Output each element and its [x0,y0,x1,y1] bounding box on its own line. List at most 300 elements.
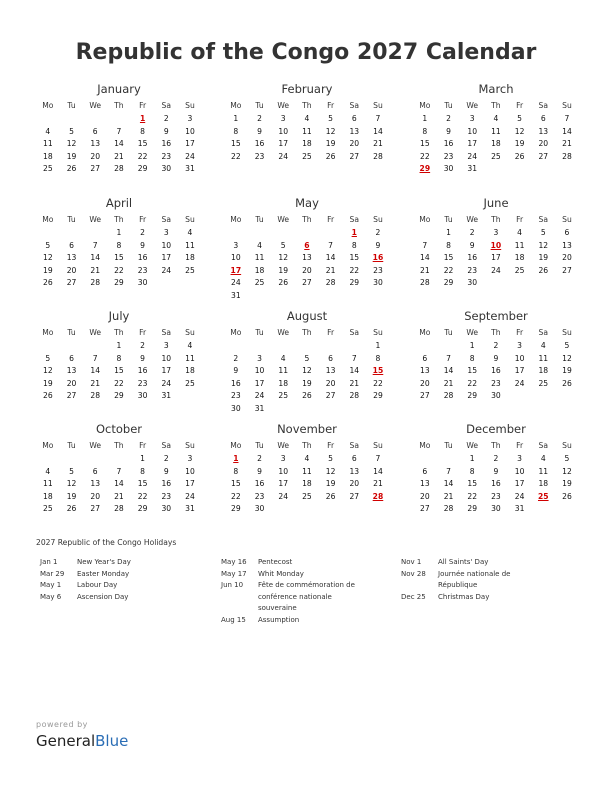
day-cell[interactable]: 2 [140,228,146,237]
day-cell[interactable]: 21 [373,479,383,488]
day-cell[interactable]: 23 [254,151,265,161]
day-cell[interactable]: 19 [43,265,53,275]
day-cell[interactable]: 8 [140,126,146,136]
day-cell[interactable]: 4 [493,114,499,123]
day-cell[interactable]: 23 [491,378,501,388]
day-cell[interactable]: 6 [564,228,570,237]
day-cell[interactable]: 21 [90,378,101,388]
day-cell[interactable]: 18 [185,366,195,375]
day-cell[interactable]: 12 [562,353,572,363]
day-cell[interactable]: 26 [562,491,572,501]
day-cell[interactable]: 1 [140,454,146,463]
day-cell[interactable]: 31 [185,504,195,513]
day-cell[interactable]: 29 [467,391,478,400]
day-cell[interactable]: 22 [114,378,124,388]
day-cell[interactable]: 4 [304,454,310,463]
day-cell[interactable]: 22 [443,265,454,275]
day-cell[interactable]: 18 [491,139,501,148]
day-cell[interactable]: 25 [185,378,195,388]
day-cell[interactable]: 25 [185,265,195,275]
day-cell[interactable]: 6 [92,126,98,136]
holiday-day-cell[interactable]: 6 [304,240,310,250]
day-cell[interactable]: 4 [280,353,286,363]
day-cell[interactable]: 9 [163,126,169,136]
day-cell[interactable]: 9 [493,353,499,363]
day-cell[interactable]: 10 [254,366,265,375]
day-cell[interactable]: 19 [302,378,312,388]
day-cell[interactable]: 17 [185,139,195,148]
day-cell[interactable]: 5 [328,454,334,463]
day-cell[interactable]: 28 [373,151,383,161]
day-cell[interactable]: 17 [161,253,172,262]
day-cell[interactable]: 20 [66,265,77,275]
day-cell[interactable]: 16 [161,479,172,488]
day-cell[interactable]: 17 [254,378,265,388]
day-cell[interactable]: 26 [66,164,77,173]
day-cell[interactable]: 23 [231,391,241,400]
day-cell[interactable]: 13 [325,366,336,375]
day-cell[interactable]: 19 [278,265,289,275]
day-cell[interactable]: 27 [562,265,572,275]
holiday-day-cell[interactable]: 17 [230,265,242,275]
day-cell[interactable]: 30 [161,164,172,173]
day-cell[interactable]: 3 [469,114,475,123]
day-cell[interactable]: 12 [66,139,77,148]
day-cell[interactable]: 9 [469,240,475,250]
day-cell[interactable]: 2 [469,228,475,237]
day-cell[interactable]: 7 [446,353,451,363]
day-cell[interactable]: 27 [66,278,77,287]
day-cell[interactable]: 18 [538,479,549,488]
day-cell[interactable]: 3 [257,353,262,363]
day-cell[interactable]: 22 [467,491,478,501]
day-cell[interactable]: 9 [493,466,499,476]
day-cell[interactable]: 23 [373,265,383,275]
day-cell[interactable]: 10 [514,353,525,363]
day-cell[interactable]: 3 [493,228,499,237]
day-cell[interactable]: 26 [538,265,549,275]
day-cell[interactable]: 18 [302,139,312,148]
day-cell[interactable]: 15 [467,479,478,488]
day-cell[interactable]: 24 [514,491,525,501]
day-cell[interactable]: 19 [562,479,572,488]
day-cell[interactable]: 23 [161,151,172,161]
day-cell[interactable]: 5 [328,114,334,123]
day-cell[interactable]: 8 [233,126,239,136]
day-cell[interactable]: 21 [443,378,454,388]
day-cell[interactable]: 13 [562,240,572,250]
day-cell[interactable]: 29 [373,391,383,400]
day-cell[interactable]: 25 [491,151,501,161]
day-cell[interactable]: 25 [43,164,53,173]
day-cell[interactable]: 29 [467,504,478,513]
day-cell[interactable]: 12 [538,240,549,250]
day-cell[interactable]: 20 [420,378,430,388]
day-cell[interactable]: 29 [231,504,241,513]
day-cell[interactable]: 12 [43,366,53,375]
day-cell[interactable]: 4 [540,454,546,463]
day-cell[interactable]: 29 [349,278,360,287]
day-cell[interactable]: 2 [446,114,451,123]
holiday-day-cell[interactable]: 1 [139,114,146,123]
day-cell[interactable]: 13 [66,253,77,262]
day-cell[interactable]: 26 [43,278,53,287]
day-cell[interactable]: 3 [233,240,239,250]
day-cell[interactable]: 15 [349,253,360,262]
day-cell[interactable]: 23 [443,151,454,161]
day-cell[interactable]: 17 [491,253,501,262]
day-cell[interactable]: 2 [493,454,499,463]
day-cell[interactable]: 6 [540,114,546,123]
day-cell[interactable]: 11 [185,353,195,363]
day-cell[interactable]: 17 [514,366,525,375]
day-cell[interactable]: 18 [43,151,53,161]
day-cell[interactable]: 14 [373,466,383,476]
day-cell[interactable]: 31 [467,164,478,173]
day-cell[interactable]: 1 [116,341,122,350]
day-cell[interactable]: 26 [514,151,525,161]
day-cell[interactable]: 21 [325,265,336,275]
day-cell[interactable]: 17 [161,366,172,375]
day-cell[interactable]: 12 [66,479,77,488]
day-cell[interactable]: 18 [254,265,265,275]
day-cell[interactable]: 13 [538,126,549,136]
day-cell[interactable]: 11 [43,479,53,488]
day-cell[interactable]: 27 [420,391,430,400]
day-cell[interactable]: 25 [514,265,525,275]
day-cell[interactable]: 29 [114,278,124,287]
day-cell[interactable]: 16 [161,139,172,148]
brand-logo[interactable] [36,732,128,750]
day-cell[interactable]: 12 [562,466,572,476]
day-cell[interactable]: 9 [140,353,146,363]
day-cell[interactable]: 10 [278,466,289,476]
day-cell[interactable]: 6 [69,353,74,363]
day-cell[interactable]: 9 [375,240,381,250]
day-cell[interactable]: 23 [137,265,148,275]
day-cell[interactable]: 16 [231,378,241,388]
day-cell[interactable]: 14 [114,139,124,148]
holiday-day-cell[interactable]: 10 [490,240,502,250]
day-cell[interactable]: 11 [302,466,312,476]
day-cell[interactable]: 8 [422,126,428,136]
day-cell[interactable]: 14 [325,253,336,262]
day-cell[interactable]: 28 [443,391,454,400]
day-cell[interactable]: 30 [161,504,172,513]
day-cell[interactable]: 27 [538,151,549,161]
day-cell[interactable]: 21 [373,139,383,148]
day-cell[interactable]: 2 [163,454,169,463]
day-cell[interactable]: 9 [140,240,146,250]
day-cell[interactable]: 23 [467,265,478,275]
day-cell[interactable]: 14 [90,366,101,375]
day-cell[interactable]: 15 [231,479,241,488]
day-cell[interactable]: 11 [491,126,501,136]
day-cell[interactable]: 23 [161,491,172,501]
day-cell[interactable]: 21 [114,491,124,501]
day-cell[interactable]: 24 [161,265,172,275]
day-cell[interactable]: 3 [163,228,169,237]
day-cell[interactable]: 24 [185,491,195,501]
day-cell[interactable]: 16 [491,366,501,375]
day-cell[interactable]: 4 [304,114,310,123]
day-cell[interactable]: 20 [325,378,336,388]
day-cell[interactable]: 6 [351,454,357,463]
day-cell[interactable]: 24 [185,151,195,161]
day-cell[interactable]: 19 [562,366,572,375]
day-cell[interactable]: 5 [564,341,570,350]
day-cell[interactable]: 10 [467,126,478,136]
day-cell[interactable]: 14 [90,253,101,262]
day-cell[interactable]: 5 [564,454,570,463]
day-cell[interactable]: 10 [185,126,195,136]
day-cell[interactable]: 14 [562,126,572,136]
day-cell[interactable]: 31 [161,391,172,400]
day-cell[interactable]: 2 [140,341,146,350]
day-cell[interactable]: 9 [163,466,169,476]
day-cell[interactable]: 10 [231,253,241,262]
day-cell[interactable]: 8 [469,466,475,476]
day-cell[interactable]: 11 [514,240,525,250]
day-cell[interactable]: 27 [349,491,360,501]
day-cell[interactable]: 12 [514,126,525,136]
day-cell[interactable]: 9 [233,366,239,375]
day-cell[interactable]: 7 [116,126,122,136]
day-cell[interactable]: 2 [257,454,262,463]
day-cell[interactable]: 6 [422,466,428,476]
day-cell[interactable]: 25 [302,491,312,501]
day-cell[interactable]: 15 [137,139,148,148]
day-cell[interactable]: 21 [349,378,360,388]
holiday-day-cell[interactable]: 15 [372,366,384,375]
day-cell[interactable]: 5 [69,126,74,136]
day-cell[interactable]: 15 [231,139,241,148]
day-cell[interactable]: 24 [514,378,525,388]
day-cell[interactable]: 2 [375,228,381,237]
day-cell[interactable]: 14 [349,366,360,375]
day-cell[interactable]: 21 [562,139,572,148]
day-cell[interactable]: 13 [90,139,101,148]
day-cell[interactable]: 13 [420,366,430,375]
day-cell[interactable]: 3 [163,341,169,350]
day-cell[interactable]: 24 [278,151,289,161]
day-cell[interactable]: 5 [517,114,523,123]
day-cell[interactable]: 20 [90,491,101,501]
day-cell[interactable]: 17 [278,139,289,148]
holiday-day-cell[interactable]: 25 [537,491,549,501]
day-cell[interactable]: 25 [278,391,289,400]
day-cell[interactable]: 8 [233,466,239,476]
day-cell[interactable]: 29 [137,164,148,173]
day-cell[interactable]: 5 [280,240,286,250]
day-cell[interactable]: 19 [538,253,549,262]
day-cell[interactable]: 12 [302,366,312,375]
day-cell[interactable]: 18 [185,253,195,262]
day-cell[interactable]: 30 [254,504,265,513]
holiday-day-cell[interactable]: 16 [372,253,384,262]
day-cell[interactable]: 3 [280,114,286,123]
holiday-day-cell[interactable]: 29 [419,164,431,173]
day-cell[interactable]: 12 [325,126,336,136]
day-cell[interactable]: 9 [257,126,262,136]
day-cell[interactable]: 23 [491,491,501,501]
holiday-day-cell[interactable]: 1 [351,228,357,237]
day-cell[interactable]: 26 [66,504,77,513]
day-cell[interactable]: 30 [467,278,478,287]
day-cell[interactable]: 5 [304,353,310,363]
day-cell[interactable]: 7 [351,353,357,363]
day-cell[interactable]: 3 [517,341,523,350]
day-cell[interactable]: 16 [254,479,265,488]
day-cell[interactable]: 10 [278,126,289,136]
day-cell[interactable]: 31 [185,164,195,173]
day-cell[interactable]: 20 [562,253,572,262]
day-cell[interactable]: 25 [254,278,265,287]
day-cell[interactable]: 28 [443,504,454,513]
day-cell[interactable]: 27 [420,504,430,513]
day-cell[interactable]: 8 [116,353,122,363]
day-cell[interactable]: 3 [517,454,523,463]
day-cell[interactable]: 28 [114,504,124,513]
day-cell[interactable]: 8 [140,466,146,476]
day-cell[interactable]: 31 [254,403,265,413]
day-cell[interactable]: 6 [69,240,74,250]
day-cell[interactable]: 26 [302,391,312,400]
day-cell[interactable]: 28 [90,391,101,400]
day-cell[interactable]: 5 [69,466,74,476]
day-cell[interactable]: 17 [514,479,525,488]
day-cell[interactable]: 19 [514,139,525,148]
day-cell[interactable]: 28 [325,278,336,287]
day-cell[interactable]: 24 [161,378,172,388]
day-cell[interactable]: 16 [254,139,265,148]
day-cell[interactable]: 2 [163,114,169,123]
day-cell[interactable]: 12 [325,466,336,476]
day-cell[interactable]: 21 [114,151,124,161]
day-cell[interactable]: 19 [325,479,336,488]
day-cell[interactable]: 11 [185,240,195,250]
day-cell[interactable]: 7 [92,240,98,250]
day-cell[interactable]: 21 [90,265,101,275]
day-cell[interactable]: 30 [491,391,501,400]
day-cell[interactable]: 26 [278,278,289,287]
day-cell[interactable]: 30 [231,403,241,413]
day-cell[interactable]: 27 [90,504,101,513]
day-cell[interactable]: 16 [467,253,478,262]
day-cell[interactable]: 4 [45,466,51,476]
day-cell[interactable]: 7 [446,466,451,476]
day-cell[interactable]: 15 [443,253,454,262]
day-cell[interactable]: 17 [185,479,195,488]
day-cell[interactable]: 31 [514,504,525,513]
day-cell[interactable]: 12 [43,253,53,262]
day-cell[interactable]: 30 [137,278,148,287]
day-cell[interactable]: 27 [66,391,77,400]
day-cell[interactable]: 19 [66,491,77,501]
day-cell[interactable]: 19 [325,139,336,148]
day-cell[interactable]: 17 [467,139,478,148]
day-cell[interactable]: 11 [43,139,53,148]
day-cell[interactable]: 21 [420,265,430,275]
day-cell[interactable]: 26 [325,151,336,161]
day-cell[interactable]: 1 [116,228,122,237]
day-cell[interactable]: 13 [349,466,360,476]
day-cell[interactable]: 4 [45,126,51,136]
day-cell[interactable]: 15 [114,366,124,375]
day-cell[interactable]: 11 [302,126,312,136]
day-cell[interactable]: 13 [66,366,77,375]
day-cell[interactable]: 30 [373,278,383,287]
day-cell[interactable]: 11 [538,353,549,363]
day-cell[interactable]: 29 [137,504,148,513]
day-cell[interactable]: 8 [351,240,357,250]
day-cell[interactable]: 20 [90,151,101,161]
day-cell[interactable]: 11 [278,366,289,375]
day-cell[interactable]: 28 [420,278,430,287]
day-cell[interactable]: 14 [443,479,454,488]
day-cell[interactable]: 11 [538,466,549,476]
day-cell[interactable]: 6 [328,353,334,363]
day-cell[interactable]: 13 [420,479,430,488]
day-cell[interactable]: 14 [373,126,383,136]
day-cell[interactable]: 28 [90,278,101,287]
day-cell[interactable]: 20 [420,491,430,501]
day-cell[interactable]: 1 [469,454,475,463]
day-cell[interactable]: 25 [43,504,53,513]
day-cell[interactable]: 17 [278,479,289,488]
day-cell[interactable]: 10 [514,466,525,476]
day-cell[interactable]: 9 [446,126,451,136]
day-cell[interactable]: 30 [443,164,454,173]
day-cell[interactable]: 5 [45,353,51,363]
day-cell[interactable]: 13 [349,126,360,136]
day-cell[interactable]: 13 [302,253,312,262]
day-cell[interactable]: 14 [114,479,124,488]
day-cell[interactable]: 7 [116,466,122,476]
day-cell[interactable]: 3 [187,454,193,463]
day-cell[interactable]: 16 [137,366,148,375]
day-cell[interactable]: 9 [257,466,262,476]
day-cell[interactable]: 29 [443,278,454,287]
day-cell[interactable]: 4 [187,228,193,237]
day-cell[interactable]: 15 [420,139,430,148]
day-cell[interactable]: 30 [491,504,501,513]
day-cell[interactable]: 23 [137,378,148,388]
day-cell[interactable]: 27 [325,391,336,400]
day-cell[interactable]: 22 [137,491,148,501]
day-cell[interactable]: 22 [137,151,148,161]
day-cell[interactable]: 12 [278,253,289,262]
day-cell[interactable]: 14 [443,366,454,375]
day-cell[interactable]: 1 [446,228,451,237]
day-cell[interactable]: 2 [233,353,239,363]
day-cell[interactable]: 2 [493,341,499,350]
day-cell[interactable]: 24 [231,278,241,287]
day-cell[interactable]: 20 [66,378,77,388]
day-cell[interactable]: 20 [538,139,549,148]
day-cell[interactable]: 29 [114,391,124,400]
day-cell[interactable]: 5 [540,228,546,237]
day-cell[interactable]: 8 [116,240,122,250]
day-cell[interactable]: 7 [375,454,381,463]
day-cell[interactable]: 3 [280,454,286,463]
day-cell[interactable]: 16 [491,479,501,488]
day-cell[interactable]: 10 [185,466,195,476]
day-cell[interactable]: 1 [469,341,475,350]
day-cell[interactable]: 18 [43,491,53,501]
day-cell[interactable]: 7 [422,240,428,250]
day-cell[interactable]: 28 [562,151,572,161]
